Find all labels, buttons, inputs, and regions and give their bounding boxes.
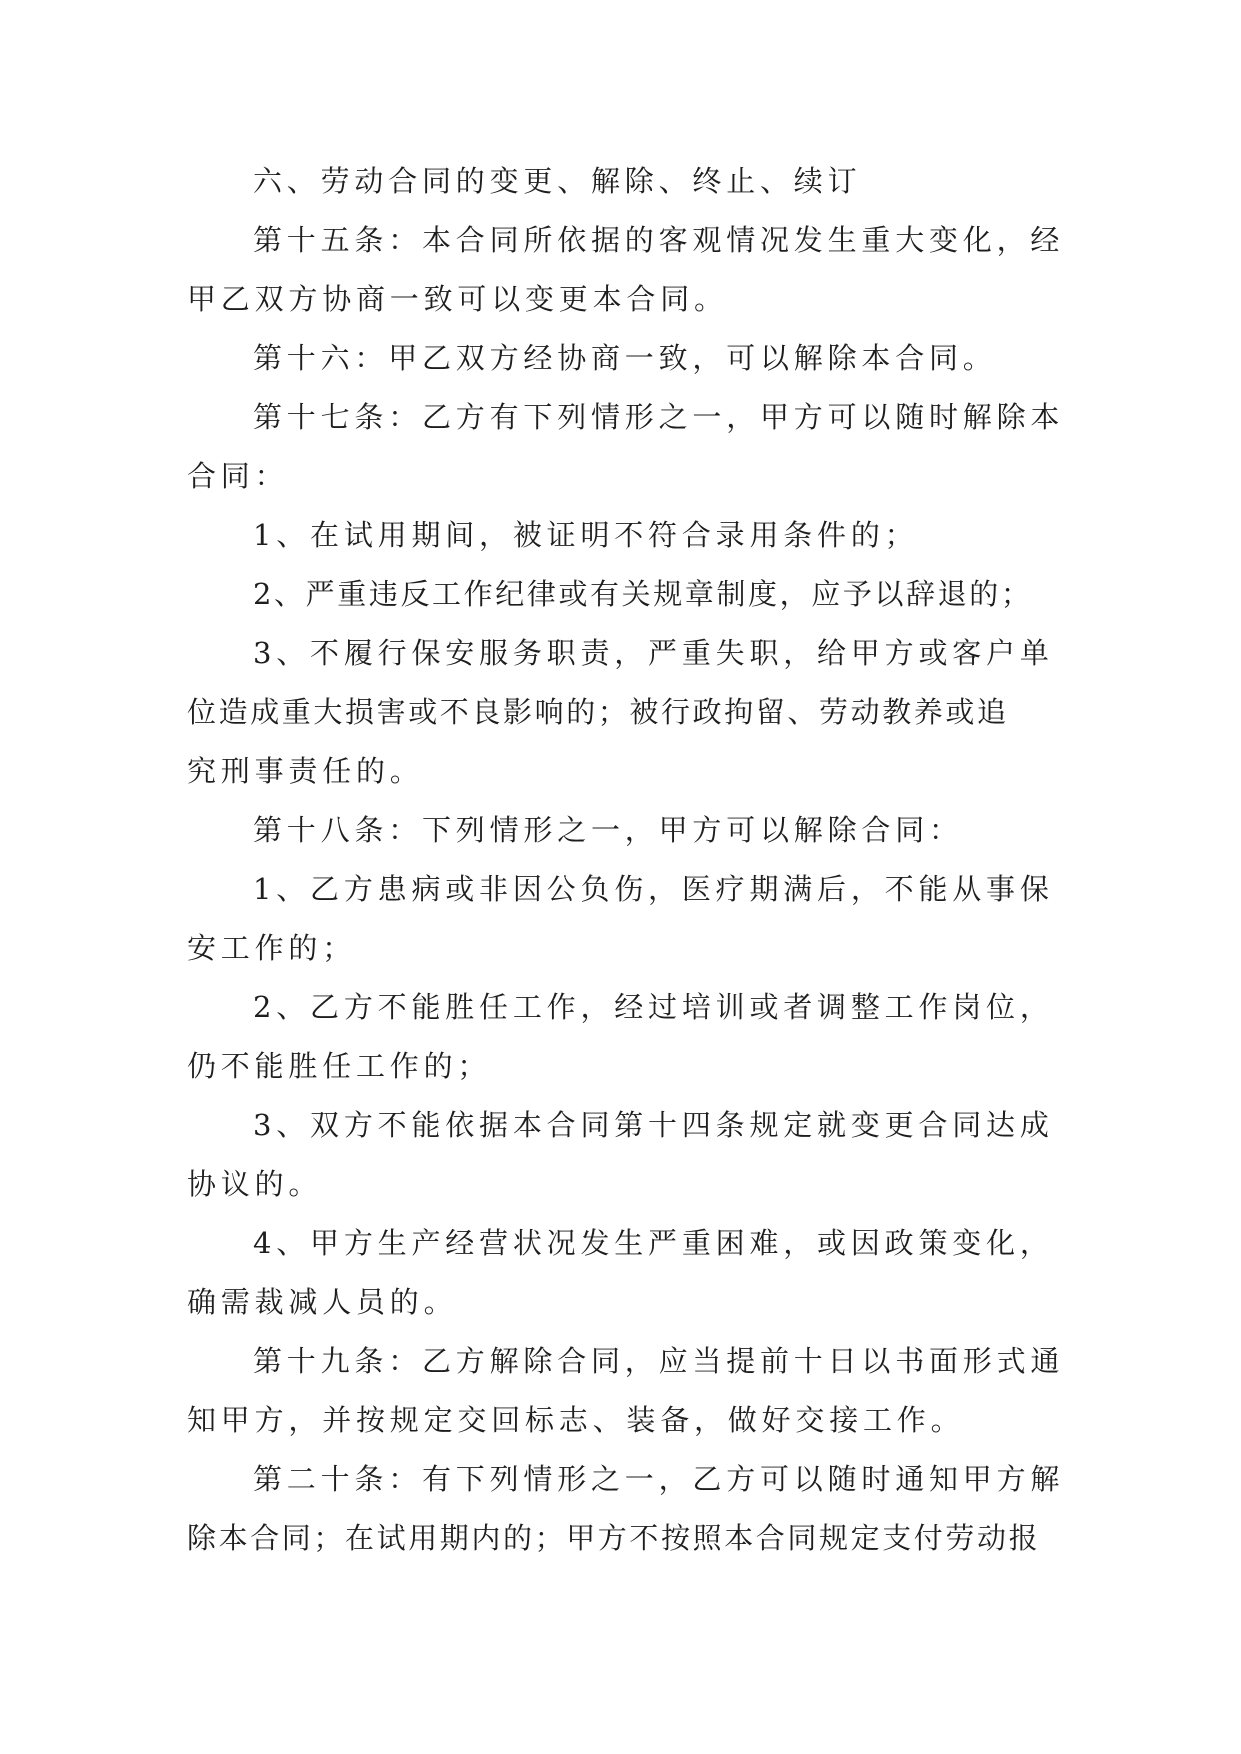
list-item: 1、在试用期间，被证明不符合录用条件的； [253,518,919,552]
list-item-continuation: 协议的。 [187,1167,323,1201]
list-item: 2、乙方不能胜任工作，经过培训或者调整工作岗位， [253,990,1054,1024]
list-item: 2、严重违反工作纪律或有关规章制度，应予以辞退的； [253,577,1033,611]
paragraph-line: 除本合同；在试用期内的；甲方不按照本合同规定支付劳动报 [187,1521,1041,1555]
list-item-continuation: 安工作的； [187,931,357,965]
list-item-continuation: 确需裁减人员的。 [187,1285,458,1319]
paragraph-line: 第十九条：乙方解除合同，应当提前十日以书面形式通 [253,1344,1065,1378]
paragraph-line: 甲乙双方协商一致可以变更本合同。 [187,282,728,316]
list-item-continuation: 仍不能胜任工作的； [187,1049,492,1083]
paragraph-line: 第十五条：本合同所依据的客观情况发生重大变化，经 [253,223,1065,257]
paragraph-line: 知甲方，并按规定交回标志、装备，做好交接工作。 [187,1403,965,1437]
list-item-continuation: 究刑事责任的。 [187,754,424,788]
list-item: 1、乙方患病或非因公负伤，医疗期满后，不能从事保 [253,872,1054,906]
paragraph-line: 第十七条：乙方有下列情形之一，甲方可以随时解除本 [253,400,1065,434]
section-heading: 六、劳动合同的变更、解除、终止、续订 [253,164,862,198]
paragraph-line: 第十六：甲乙双方经协商一致，可以解除本合同。 [253,341,997,375]
paragraph-line: 合同： [187,459,289,493]
list-item-continuation: 位造成重大损害或不良影响的；被行政拘留、劳动教养或追 [187,695,1009,729]
paragraph-line: 第二十条：有下列情形之一，乙方可以随时通知甲方解 [253,1462,1065,1496]
list-item: 4、甲方生产经营状况发生严重困难，或因政策变化， [253,1226,1054,1260]
paragraph-line: 第十八条：下列情形之一，甲方可以解除合同： [253,813,963,847]
document-body [187,152,1065,1568]
list-item: 3、双方不能依据本合同第十四条规定就变更合同达成 [253,1108,1054,1142]
list-item: 3、不履行保安服务职责，严重失职，给甲方或客户单 [253,636,1054,670]
